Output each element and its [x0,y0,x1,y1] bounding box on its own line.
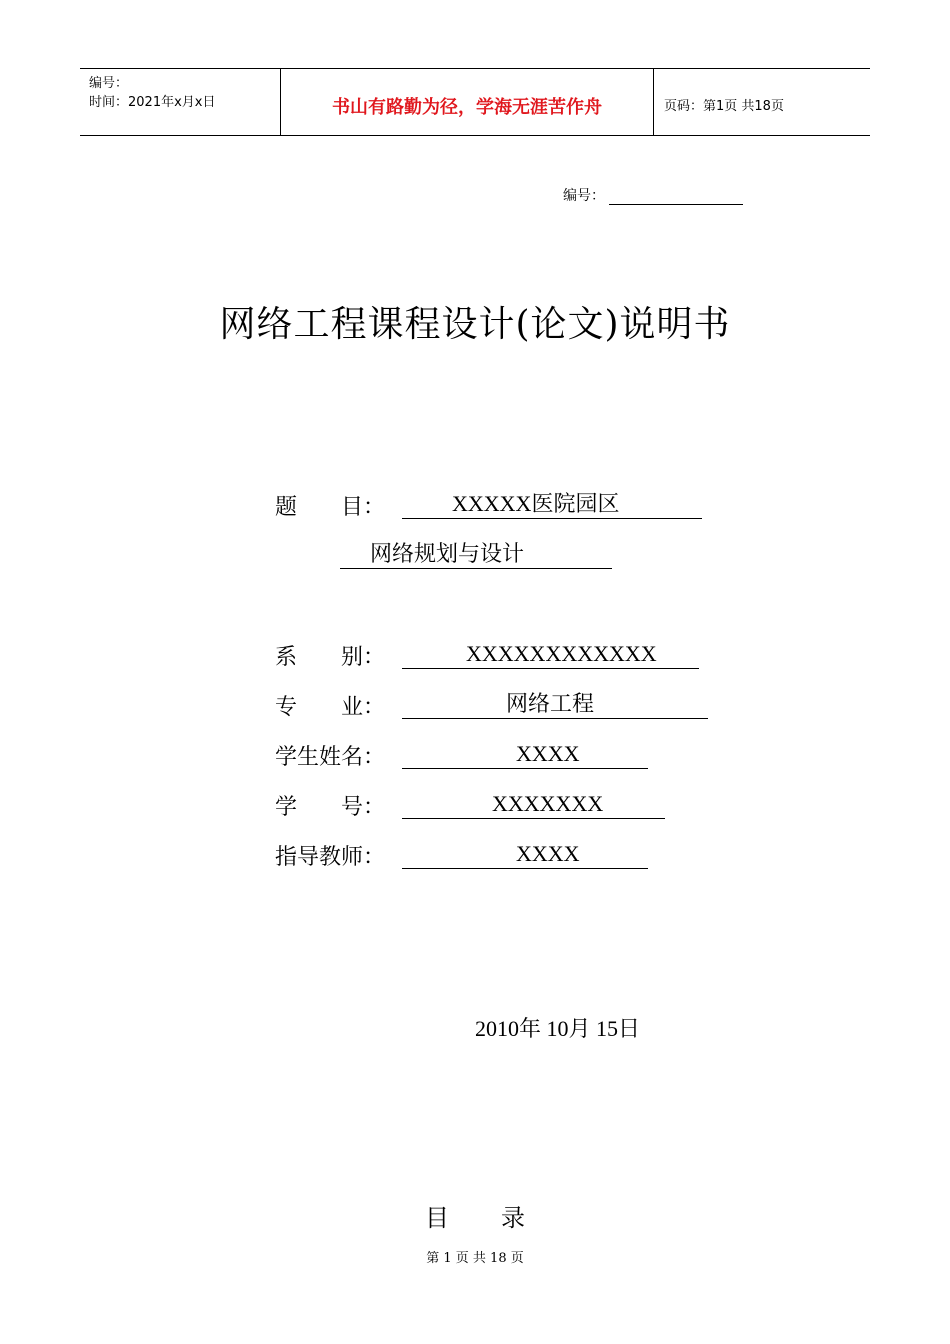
field-student-id-text: XXXXXXX [492,791,604,816]
document-title: 网络工程课程设计(论文)说明书 [219,304,731,345]
field-topic-line2: 网络规划与设计 [370,541,525,566]
serial-number-blank [609,190,743,205]
header-motto-cell [281,69,654,135]
field-major-text: 网络工程 [506,691,595,716]
header-serial-label: 编号： [89,76,129,91]
field-department-value [402,640,699,669]
page-footer: 第 1 页 共 18 页 [426,1251,524,1266]
field-advisor-value [402,840,648,869]
field-advisor-label: 指导教师： [275,845,386,870]
header-page-cell [654,69,870,135]
field-student-name-text: XXXX [516,741,580,766]
field-department-text: XXXXXXXXXXXX [466,641,657,666]
header-page-info: 页码：第1页 共18页 [664,99,784,114]
field-major-value [402,690,708,719]
header-time: 时间：2021年x月x日 [89,95,216,110]
header-meta-cell [80,69,281,135]
toc-heading-char1: 目 [425,1204,449,1232]
field-topic-value-2 [340,540,612,569]
serial-number-label: 编号： [563,188,605,204]
toc-heading [425,1198,525,1233]
header-motto: 书山有路勤为径，学海无涯苦作舟 [332,97,602,118]
field-topic-label: 题 目： [275,495,386,520]
field-department-label: 系 别： [275,645,386,670]
field-advisor-text: XXXX [516,841,580,866]
field-student-name-value [402,740,648,769]
field-major-label: 专 业： [275,695,386,720]
field-topic-line1: XXXXX医院园区 [452,491,620,516]
field-topic-value [402,490,702,519]
toc-heading-char2: 录 [501,1204,525,1232]
field-student-id-label: 学 号： [275,795,386,820]
serial-number-line [563,185,743,205]
document-date: 2010年 10月 15日 [475,1016,641,1041]
field-student-id-value [402,790,665,819]
page-header [80,68,870,136]
field-student-name-label: 学生姓名： [275,745,386,770]
